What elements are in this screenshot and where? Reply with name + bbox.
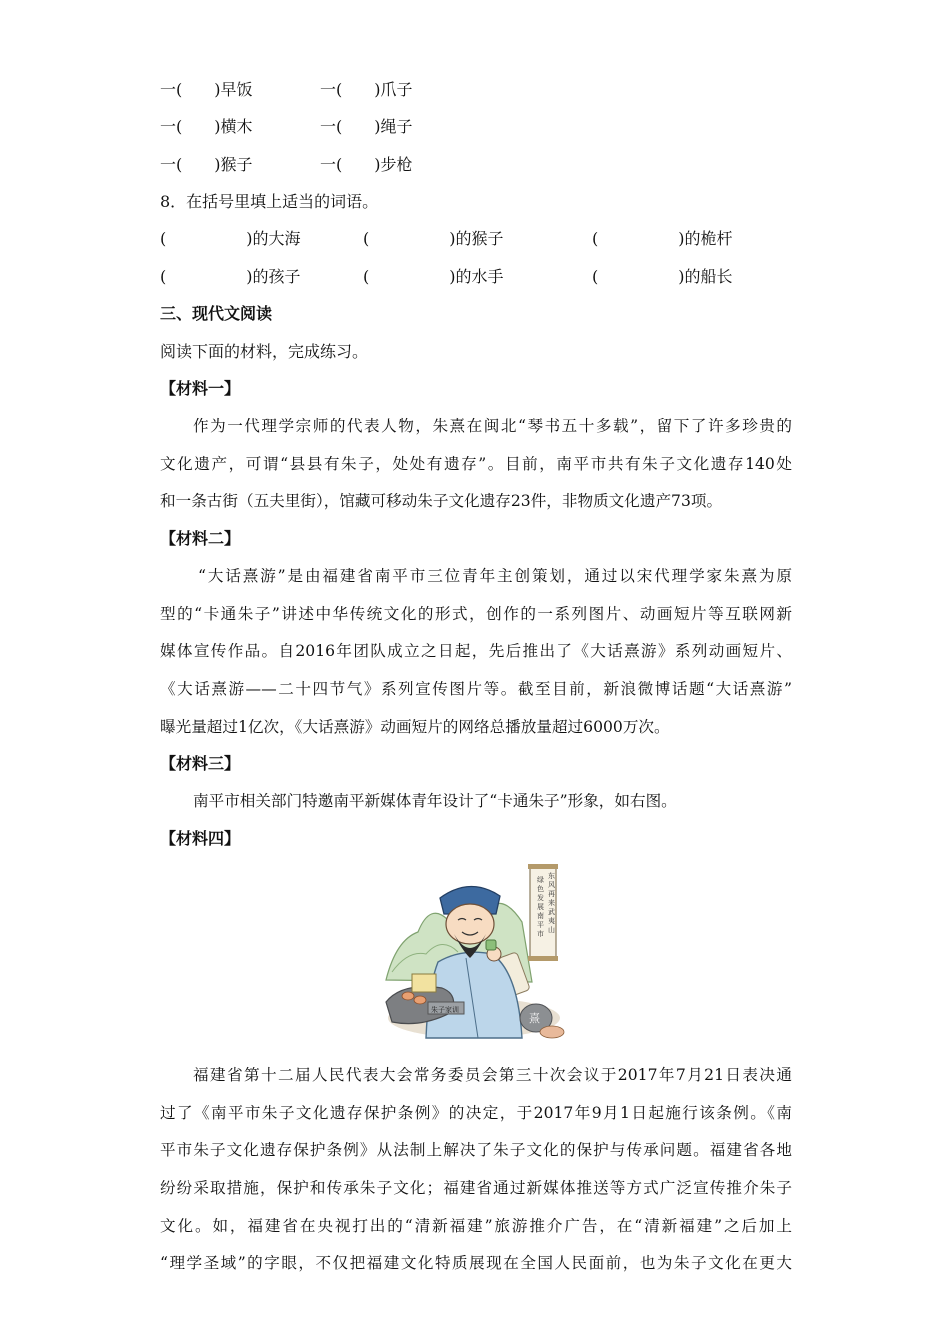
paragraph-line: “理学圣域”的字眼，不仅把福建文化特质展现在全国人民面前，也为朱子文化在更大 bbox=[160, 1254, 792, 1273]
section-instruction: 阅读下面的材料，完成练习。 bbox=[160, 342, 369, 361]
paragraph-line: “大话熹游”是由福建省南平市三位青年主创策划，通过以宋代理学家朱熹为原 bbox=[198, 567, 792, 585]
paragraph-line: 过了《南平市朱子文化遗存保护条例》的决定，于2017年9月1日起施行该条例。《南 bbox=[160, 1103, 792, 1122]
fill-blank-item: ( )的水手 bbox=[363, 267, 504, 286]
paragraph-line: 平市朱子文化遗存保护条例》从法制上解决了朱子文化的保护与传承问题。福建省各地 bbox=[160, 1141, 792, 1160]
paragraph-line: 纷纷采取措施，保护和传承朱子文化；福建省通过新媒体推送等方式广泛宣传推介朱子 bbox=[160, 1179, 792, 1198]
question-8-title: 8．在括号里填上适当的词语。 bbox=[160, 192, 379, 211]
measure-word-item: 一( )绳子 bbox=[320, 117, 413, 136]
material-label: 【材料四】 bbox=[160, 829, 241, 848]
fill-blank-item: ( )的船长 bbox=[592, 267, 733, 286]
paragraph-line: 文化。如，福建省在央视打出的“清新福建”旅游推介广告，在“清新福建”之后加上 bbox=[160, 1216, 792, 1235]
fill-blank-item: ( )的桅杆 bbox=[592, 229, 733, 248]
cartoon-zhuzi-illustration bbox=[382, 862, 566, 1042]
material-2-paragraph bbox=[160, 566, 792, 754]
fill-blank-item: ( )的孩子 bbox=[160, 267, 301, 286]
measure-word-item: 一( )早饭 bbox=[160, 80, 253, 99]
paragraph-line: 曝光量超过1亿次，《大话熹游》动画短片的网络总播放量超过6000万次。 bbox=[160, 717, 670, 736]
scroll-text-col: 东风再来武夷山 bbox=[548, 872, 555, 934]
material-label: 【材料一】 bbox=[160, 379, 241, 398]
measure-word-item: 一( )猴子 bbox=[160, 155, 253, 174]
material-3-paragraph bbox=[160, 791, 792, 829]
paragraph-line: 《大话熹游——二十四节气》系列宣传图片等。截至目前，新浪微博话题“大话熹游” bbox=[160, 680, 792, 699]
paragraph-line: 和一条古街（五夫里街），馆藏可移动朱子文化遗存23件，非物质文化遗产73项。 bbox=[160, 492, 723, 511]
book-label: 朱子家训 bbox=[431, 1006, 459, 1014]
badge-text: 熹 bbox=[529, 1012, 540, 1025]
fill-blank-item: ( )的大海 bbox=[160, 229, 301, 248]
measure-word-item: 一( )步枪 bbox=[320, 155, 413, 174]
material-label: 【材料三】 bbox=[160, 754, 241, 773]
paragraph-line: 作为一代理学宗师的代表人物，朱熹在闽北“琴书五十多载”，留下了许多珍贵的 bbox=[193, 417, 792, 435]
fill-blank-item: ( )的猴子 bbox=[363, 229, 504, 248]
paragraph-line: 型的“卡通朱子”讲述中华传统文化的形式，创作的一系列图片、动画短片等互联网新 bbox=[160, 604, 792, 623]
measure-word-item: 一( )横木 bbox=[160, 117, 253, 136]
paragraph-line: 南平市相关部门特邀南平新媒体青年设计了“卡通朱子”形象，如右图。 bbox=[193, 792, 677, 810]
section-heading: 三、现代文阅读 bbox=[160, 304, 273, 323]
paragraph-line: 文化遗产，可谓“县县有朱子，处处有遗存”。目前，南平市共有朱子文化遗存140处 bbox=[160, 454, 792, 473]
paragraph-line: 媒体宣传作品。自2016年团队成立之日起，先后推出了《大话熹游》系列动画短片、 bbox=[160, 642, 792, 661]
material-1-paragraph bbox=[160, 416, 792, 529]
material-label: 【材料二】 bbox=[160, 529, 241, 548]
measure-word-item: 一( )爪子 bbox=[320, 80, 413, 99]
scroll-text-col: 绿色发展南平市 bbox=[537, 876, 544, 938]
material-4-paragraph bbox=[160, 1065, 792, 1291]
paragraph-line: 福建省第十二届人民代表大会常务委员会第三十次会议于2017年7月21日表决通 bbox=[193, 1066, 792, 1084]
